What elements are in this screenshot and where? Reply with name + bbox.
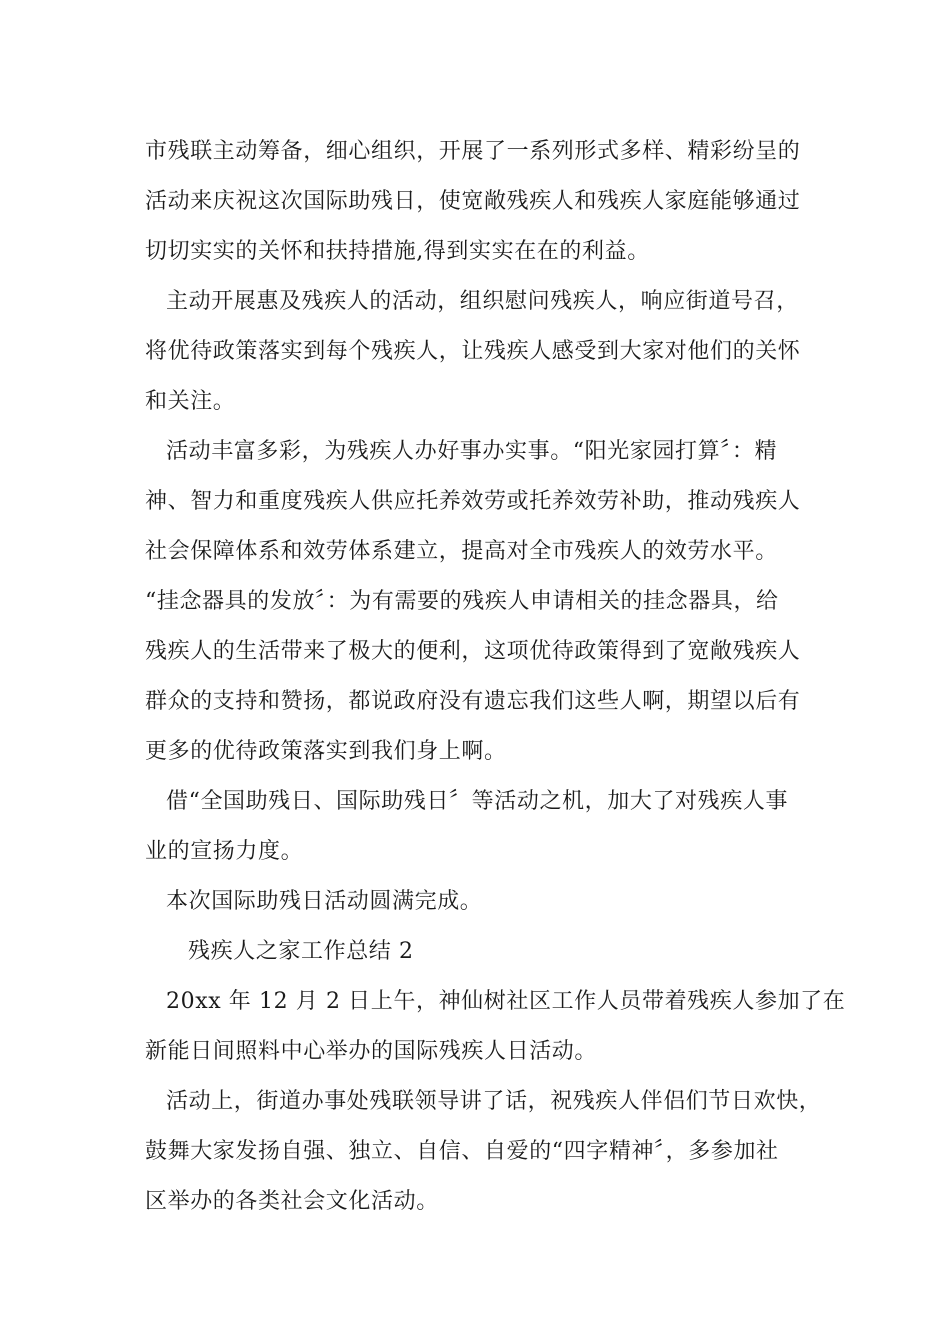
paragraph-line: 更多的优待政策落实到我们身上啊。 — [145, 739, 507, 764]
paragraph-line: 将优待政策落实到每个残疾人，让残疾人感受到大家对他们的关怀 — [145, 339, 801, 364]
paragraph-line: 活动丰富多彩，为残疾人办好事办实事。“阳光家园打算〞：精 — [166, 439, 778, 464]
paragraph-line: 群众的支持和赞扬，都说政府没有遗忘我们这些人啊，期望以后有 — [145, 689, 801, 714]
paragraph-line: 区举办的各类社会文化活动。 — [145, 1189, 439, 1214]
paragraph-line: 残疾人的生活带来了极大的便利，这项优待政策得到了宽敞残疾人 — [145, 639, 801, 664]
paragraph-line: 切切实实的关怀和扶持措施,得到实实在在的利益。 — [145, 239, 650, 264]
paragraph-line: 鼓舞大家发扬自强、独立、自信、自爱的“四字精神〞，多参加社 — [145, 1139, 779, 1164]
section-title: 残疾人之家工作总结 2 — [188, 939, 414, 964]
paragraph-line: 活动来庆祝这次国际助残日，使宽敞残疾人和残疾人家庭能够通过 — [145, 189, 801, 214]
paragraph-line: 20xx 年 12 月 2 日上午，神仙树社区工作人员带着残疾人参加了在 — [166, 989, 846, 1014]
paragraph-line: 和关注。 — [145, 389, 236, 414]
paragraph-line: 市残联主动筹备，细心组织，开展了一系列形式多样、精彩纷呈的 — [145, 139, 801, 164]
paragraph-line: 本次国际助残日活动圆满完成。 — [166, 889, 483, 914]
paragraph-line: 借“全国助残日、国际助残日〞等活动之机，加大了对残疾人事 — [166, 789, 789, 814]
paragraph-line: 社会保障体系和效劳体系建立，提高对全市残疾人的效劳水平。 — [145, 539, 778, 564]
paragraph-line: 神、智力和重度残疾人供应托养效劳或托养效劳补助，推动残疾人 — [145, 489, 801, 514]
paragraph-line: 主动开展惠及残疾人的活动，组织慰问残疾人，响应街道号召， — [166, 289, 799, 314]
paragraph-line: 新能日间照料中心举办的国际残疾人日活动。 — [145, 1039, 598, 1064]
paragraph-line: 业的宣扬力度。 — [145, 839, 304, 864]
paragraph-line: 活动上，街道办事处残联领导讲了话，祝残疾人伴侣们节日欢快， — [166, 1089, 822, 1114]
paragraph-line: “挂念器具的发放〞：为有需要的残疾人申请相关的挂念器具，给 — [145, 589, 779, 614]
